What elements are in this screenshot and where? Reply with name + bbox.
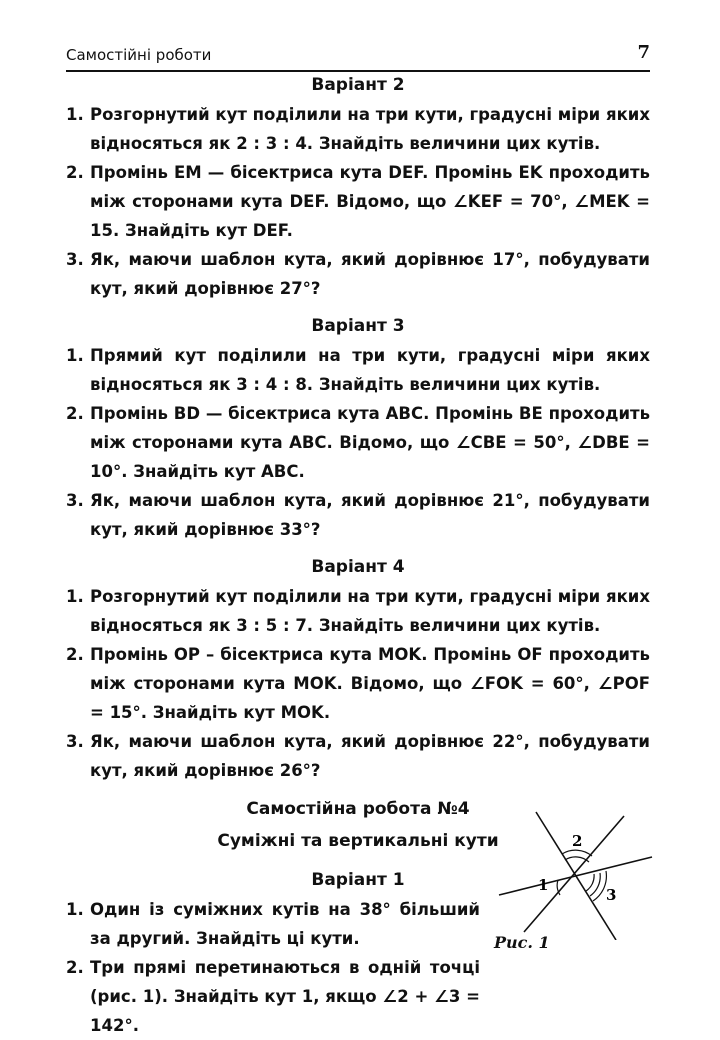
- section-title: Самостійна робота №4: [246, 799, 470, 819]
- header-title: Самостійні роботи: [66, 46, 212, 64]
- variant-3-item-2: 2. Промінь BD — бісектриса кута ABC. Промінь BE проходить між сторонами кута ABC. Відомо, що ∠CBE = 50°, ∠DBE = 10°. Знайдіть кут ABC.: [66, 404, 650, 481]
- label-1: 1: [538, 876, 549, 894]
- figure-1-diagram: [494, 800, 654, 940]
- variant-3-item-3: 3. Як, маючи шаблон кута, який дорівнює 21°, побудувати кут, який дорівнює 33°?: [66, 491, 650, 539]
- angle-3-arc: [586, 874, 594, 891]
- variant-2-item-3: 3. Як, маючи шаблон кута, який дорівнює 17°, побудувати кут, який дорівнює 27°?: [66, 250, 650, 298]
- variant-4-item-2: 2. Промінь OP – бісектриса кута MOK. Промінь OF проходить між сторонами кута MOK. Відомо, що ∠FOK = 60°, ∠POF = 15°. Знайдіть кут MOK.: [66, 645, 650, 722]
- label-2: 2: [572, 832, 583, 850]
- page-header: [66, 40, 650, 72]
- variant-3-title: Варіант 3: [311, 316, 405, 336]
- angle-2-arc: [562, 850, 592, 856]
- figure-caption: Рис. 1: [494, 933, 550, 952]
- variant-3-item-1: 1. Прямий кут поділили на три кути, градусні міри яких відносяться як 3 : 4 : 8. Знайдіть величини цих кутів.: [66, 346, 650, 394]
- section-variant-1-title: Варіант 1: [311, 870, 405, 890]
- section-item-1: 1. Один із суміжних кутів на 38° більший за другий. Знайдіть ці кути.: [66, 900, 480, 948]
- variant-4-item-1: 1. Розгорнутий кут поділили на три кути, градусні міри яких відносяться як 3 : 5 : 7. Знайдіть величини цих кутів.: [66, 587, 650, 635]
- page-number: 7: [637, 42, 650, 63]
- variant-4-item-3: 3. Як, маючи шаблон кута, який дорівнює 22°, побудувати кут, який дорівнює 26°?: [66, 732, 650, 780]
- variant-2-item-2: 2. Промінь EM — бісектриса кута DEF. Промінь EK проходить між сторонами кута DEF. Відомо, що ∠KEF = 70°, ∠MEK = 15. Знайдіть кут DEF.: [66, 163, 650, 240]
- variant-2-item-1: 1. Розгорнутий кут поділили на три кути, градусні міри яких відносяться як 2 : 3 : 4. Знайдіть величини цих кутів.: [66, 105, 650, 153]
- section-subtitle: Суміжні та вертикальні кути: [217, 831, 499, 851]
- variant-4-title: Варіант 4: [311, 557, 405, 577]
- variant-2-title: Варіант 2: [311, 75, 405, 95]
- label-3: 3: [606, 886, 617, 904]
- section-item-2: 2. Три прямі перетинаються в одній точці (рис. 1). Знайдіть кут 1, якщо ∠2 + ∠3 = 142°.: [66, 958, 480, 1035]
